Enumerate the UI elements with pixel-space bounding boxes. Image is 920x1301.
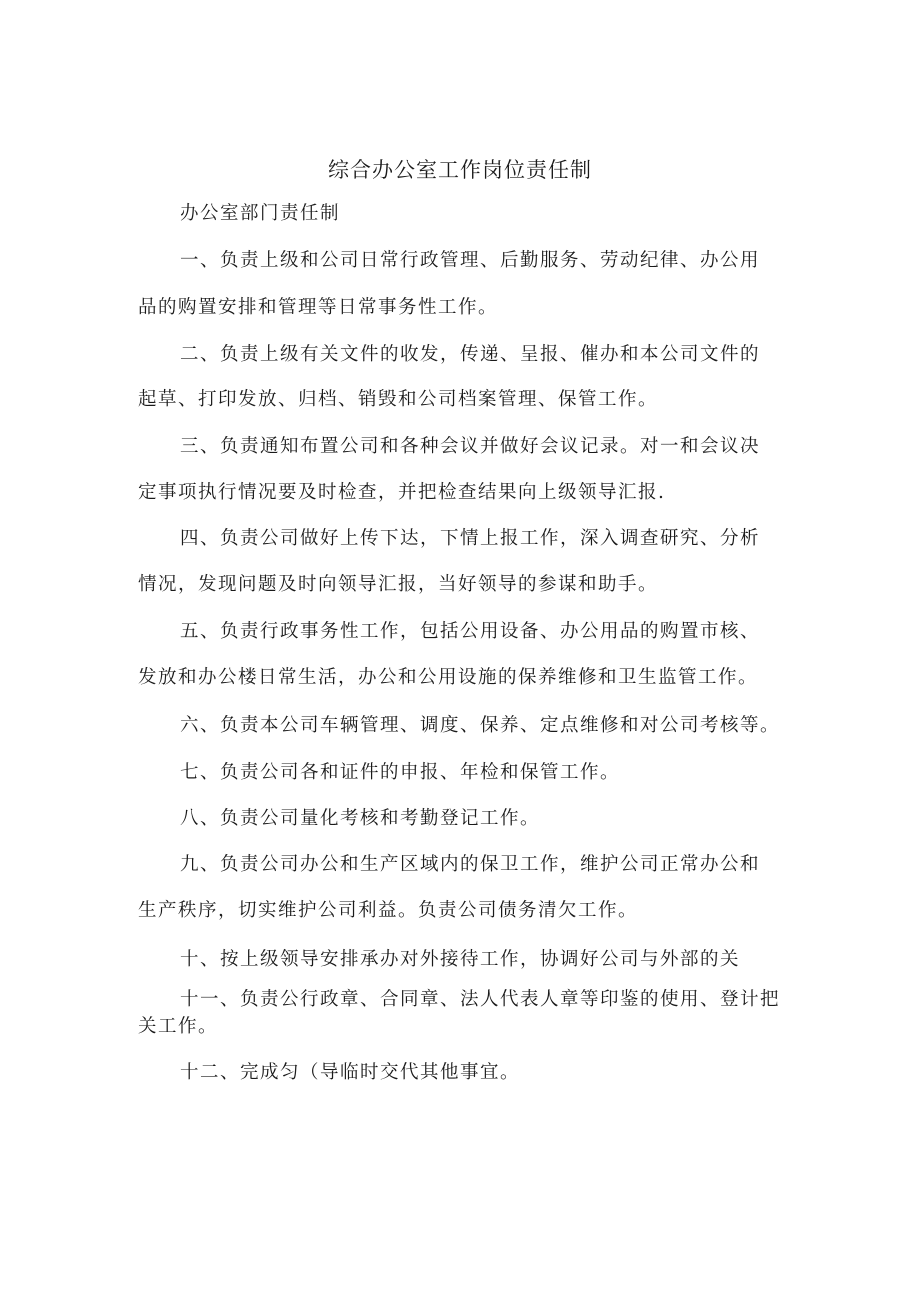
page-title: 综合办公室工作岗位责任制: [328, 158, 592, 182]
item-11-line-2: 关工作。: [138, 1016, 219, 1037]
item-5-line-2: 发放和办公楼日常生活，办公和公用设施的保养维修和卫生监管工作。: [138, 667, 759, 688]
item-2-line-2: 起草、打印发放、归档、销毁和公司档案管理、保管工作。: [138, 389, 659, 410]
item-4-line-1: 四、负责公司做好上传下达，下情上报工作，深入调查研究、分析: [180, 528, 761, 549]
item-3-line-2: 定事项执行情况要及时检查，并把检查结果向上级领导汇报.: [138, 482, 666, 503]
item-5-line-1: 五、负责行政事务性工作，包括公用设备、办公用品的购置市核、: [180, 621, 761, 642]
item-6-line-1: 六、负责本公司车辆管理、调度、保养、定点维修和对公司考核等。: [180, 715, 781, 736]
item-10-line-1: 十、按上级领导安排承办对外接待工作，协调好公司与外部的关: [180, 949, 741, 970]
item-3-line-1: 三、负责通知布置公司和各种会议并做好会议记录。对一和会议决: [180, 436, 761, 457]
item-9-line-2: 生产秩序，切实维护公司利益。负责公司债务清欠工作。: [138, 900, 639, 921]
item-7-line-1: 七、负责公司各和证件的申报、年检和保管工作。: [180, 762, 621, 783]
item-9-line-1: 九、负责公司办公和生产区域内的保卫工作，维护公司正常办公和: [180, 854, 761, 875]
item-11-line-1: 十一、负责公行政章、合同章、法人代表人章等印鉴的使用、登计把: [180, 989, 781, 1010]
item-12-line-1: 十二、完成匀（导临时交代其他事宜。: [180, 1062, 521, 1083]
item-8-line-1: 八、负责公司量化考核和考勤登记工作。: [180, 808, 541, 829]
item-2-line-1: 二、负责上级有关文件的收发，传递、呈报、催办和本公司文件的: [180, 344, 761, 365]
section-heading: 办公室部门责任制: [180, 203, 341, 224]
item-4-line-2: 情况，发现问题及时向领导汇报，当好领导的参谋和助手。: [138, 574, 659, 595]
item-1-line-2: 品的购置安排和管理等日常事务性工作。: [138, 297, 499, 318]
item-1-line-1: 一、负责上级和公司日常行政管理、后勤服务、劳动纪律、办公用: [180, 250, 761, 271]
